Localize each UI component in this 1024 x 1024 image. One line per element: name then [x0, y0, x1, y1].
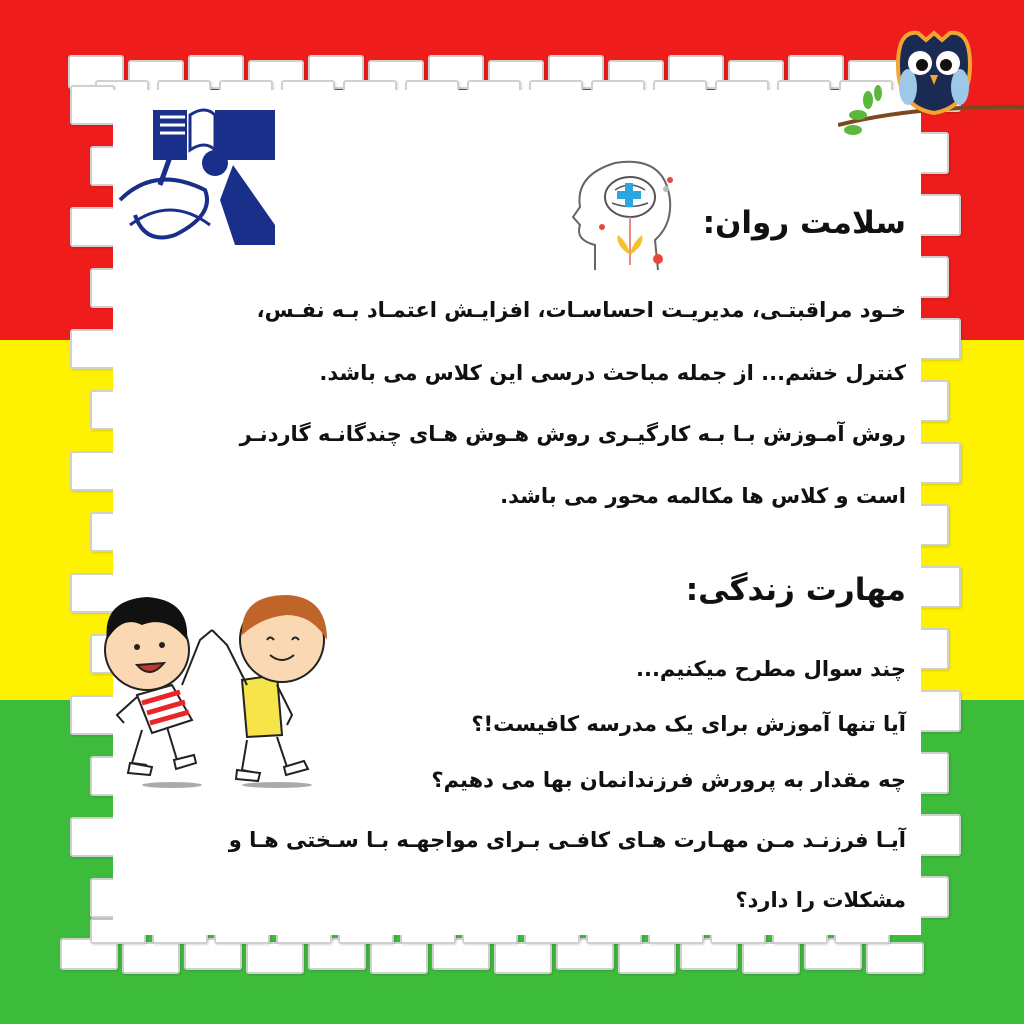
brick	[915, 690, 961, 732]
brick	[70, 329, 115, 369]
section2-line-3: چه مقدار به پرورش فرزندانمان بها می دهیم؟	[431, 768, 906, 792]
section1-line-1: خـود مراقبتـی، مدیریـت احساسـات، افزایـش اعتمـاد بـه نفـس،	[256, 298, 906, 322]
brick	[370, 942, 428, 974]
logo	[115, 105, 285, 250]
section2-line-4: آیـا فرزنـد مـن مهـارت هـای کافـی بـرای مواجهـه بـا سـختی هـا و	[228, 828, 906, 852]
brick	[246, 942, 304, 974]
brick	[70, 451, 115, 491]
brick	[70, 817, 115, 857]
brick	[494, 942, 552, 974]
brick	[70, 85, 115, 125]
section1-line-2: کنترل خشم... از جمله مباحث درسی این کلاس می باشد.	[319, 361, 906, 385]
section1-line-3: روش آمـوزش بـا بـه کارگیـری روش هـوش هـای چندگانـه گاردنـر	[239, 422, 906, 446]
brain-head-icon	[570, 155, 680, 275]
brick	[618, 942, 676, 974]
section1-line-4: است و کلاس ها مکالمه محور می باشد.	[500, 484, 906, 508]
brick	[915, 194, 961, 236]
section2-heading: مهارت زندگی:	[685, 572, 906, 608]
brick	[915, 814, 961, 856]
brick	[915, 318, 961, 360]
brick	[742, 942, 800, 974]
brick	[122, 942, 180, 974]
brick	[70, 207, 115, 247]
brick	[915, 442, 961, 484]
brick	[915, 566, 961, 608]
section1-heading: سلامت روان:	[702, 205, 906, 241]
section2-line-5: مشکلات را دارد؟	[735, 888, 906, 912]
section2-line-2: آیا تنها آموزش برای یک مدرسه کافیست!؟	[471, 712, 906, 736]
brick	[866, 942, 924, 974]
section2-line-1: چند سوال مطرح میکنیم...	[636, 657, 906, 681]
kids-high-five-illustration	[82, 585, 342, 795]
owl-on-branch-icon	[838, 25, 1024, 140]
